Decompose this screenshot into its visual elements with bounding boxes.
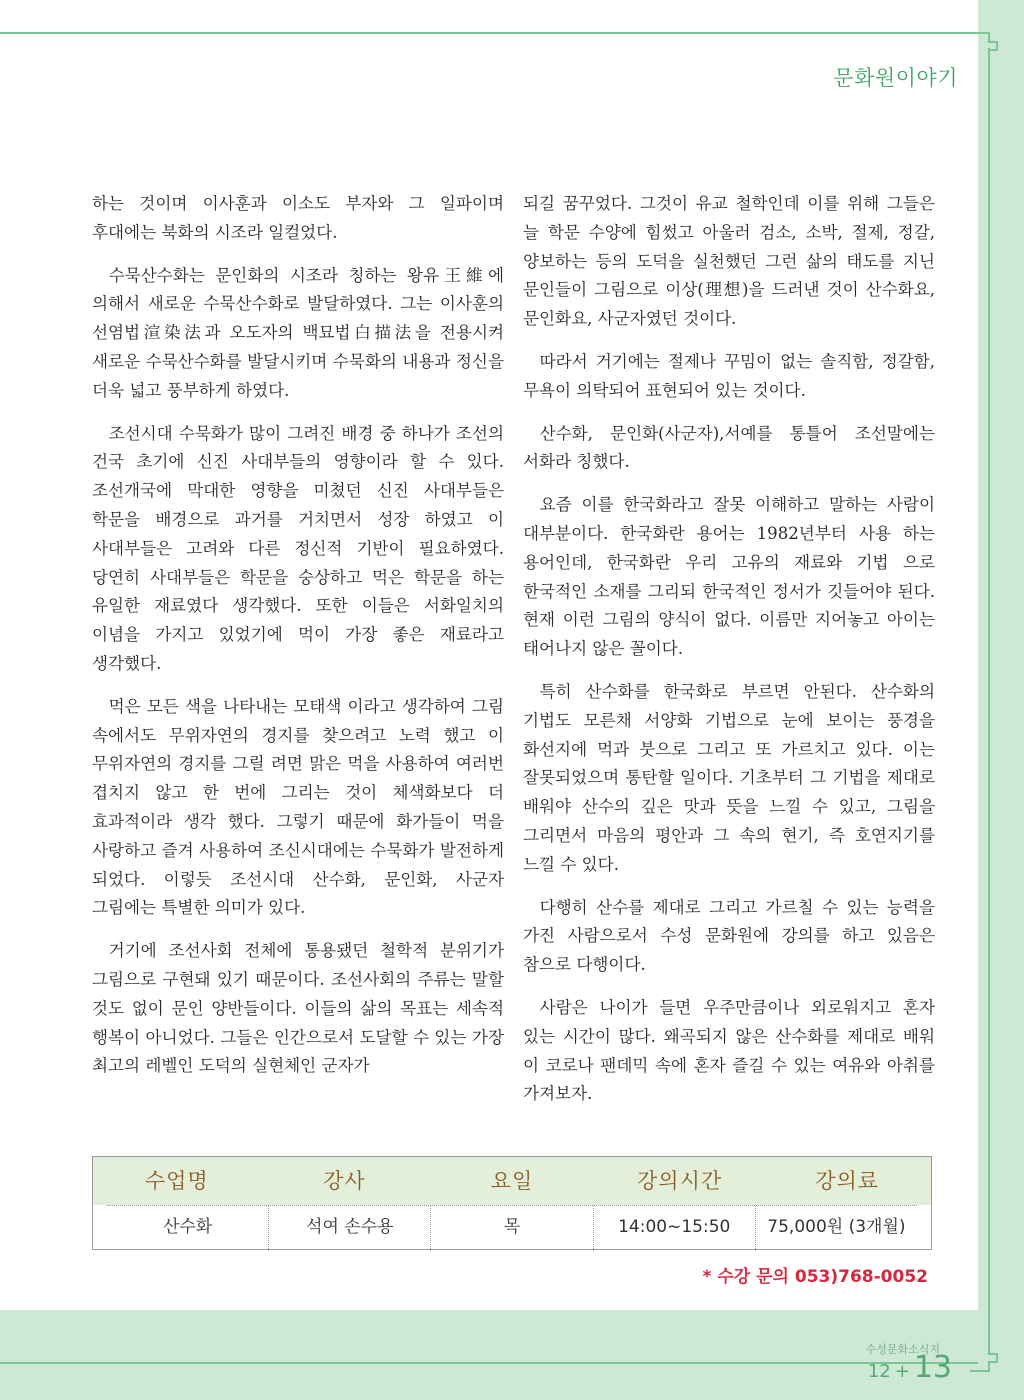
paragraph: 특히 산수화를 한국화로 부르면 안된다. 산수화의 기법도 모른채 서양화 기법으로 눈에 보이는 풍경을 화선지에 먹과 붓으로 그리고 또 가르치고 있다. 이는 잘못되었으며 통탄할 일이다. 기초부터 그 기법을 제대로 배워야 산수의 깊은 맛과 뜻을 느낄 수 있고, 그림을 그리면서 마음의 평안과 그 속의 현기, 즉 호연지기를 느낄 수 있다.	[523, 681, 935, 874]
class-info-table	[92, 1156, 932, 1250]
cell-instructor: 석여 손수용	[269, 1206, 431, 1251]
paragraph: 하는 것이며 이사훈과 이소도 부자와 그 일파이며 후대에는 북화의 시조라 일컬었다.	[92, 194, 504, 242]
header-fee: 강의료	[815, 1169, 880, 1193]
header-day: 요일	[490, 1169, 534, 1193]
paragraph: 다행히 산수를 제대로 그리고 가르칠 수 있는 능력을 가진 사람으로서 수성 문화원에 강의를 하고 있음은 참으로 다행이다.	[523, 897, 935, 975]
publication-name: 수성문화소식지	[865, 1343, 940, 1356]
cell-fee: 75,000원 (3개월)	[767, 1217, 906, 1237]
article-left-column	[92, 190, 504, 1095]
paragraph: 먹은 모든 색을 나타내는 모태색 이라고 생각하여 그림 속에서도 무위자연의 경지를 찾으려고 노력 했고 이 무위자연의 경지를 그릴 려면 맑은 먹을 사용하여 여러번 겹치지 않고 한 번에 그리는 것이 체색화보다 더 효과적이라 생각 했다. 그렇기 때문에 화가들이 먹을 사랑하고 즐겨 사용하여 조신시대에는 수묵화가 발전하게 되었다. 이렇듯 조선시대 산수화, 문인화, 사군자 그림에는 특별한 의미가 있다.	[92, 696, 504, 918]
frame-bottom-line	[0, 1362, 978, 1364]
page-number-right: 13	[913, 1350, 952, 1385]
inquiry-phone: * 수강 문의 053)768-0052	[702, 1267, 928, 1287]
paragraph: 요즘 이를 한국화라고 잘못 이해하고 말하는 사람이 대부분이다. 한국화란 용어는 1982년부터 사용 하는 용어인데, 한국화란 우리 고유의 재료와 기법 으로 한국적인 소재를 그리되 한국적인 정서가 깃들어야 된다. 현재 이런 그림의 양식이 없다. 이름만 지어놓고 아이는 태어나지 않은 꼴이다.	[523, 495, 935, 659]
page-numbers	[868, 1350, 952, 1385]
cell-time: 14:00~15:50	[594, 1206, 756, 1251]
cell-class-name: 산수화	[107, 1206, 269, 1251]
paragraph: 조선시대 수묵화가 많이 그려진 배경 중 하나가 조선의 건국 초기에 신진 사대부들의 영향이라 할 수 있다. 조선개국에 막대한 영향을 미쳤던 신진 사대부들은 학문을 배경으로 과거를 거치면서 성장 하였고 이 사대부들은 고려와 다른 정신적 기반이 필요하였다. 당연히 사대부들은 학문을 숭상하고 먹은 학문을 하는 유일한 재료였다 생각했다. 또한 이들은 서화일치의 이념을 가지고 있었기에 먹이 가장 좋은 재료라고 생각했다.	[92, 423, 504, 673]
paragraph: 따라서 거기에는 절제나 꾸밈이 없는 솔직함, 정갈함, 무욕이 의탁되어 표현되어 있는 것이다.	[523, 351, 935, 400]
paragraph: 거기에 조선사회 전체에 통용됐던 철학적 분위기가 그림으로 구현돼 있기 때문이다. 조선사회의 주류는 말할 것도 없이 문인 양반들이다. 이들의 삶의 목표는 세속적 행복이 아니었다. 그들은 인간으로서 도달할 수 있는 가장 최고의 레벨인 도덕의 실현체인 군자가	[92, 941, 504, 1076]
cell-day: 목	[431, 1206, 593, 1251]
frame-corner-ornament-bottom	[970, 1346, 1004, 1380]
page-number-left: 12	[867, 1361, 891, 1382]
paragraph: 수묵산수화는 문인화의 시조라 칭하는 왕유王維에 의해서 새로운 수묵산수화로 발달하였다. 그는 이사훈의 선염법渲染法과 오도자의 백묘법白描法을 전용시켜 새로운 수묵산수화를 발달시키며 수묵화의 내용과 정신을 더욱 넓고 풍부하게 하였다.	[92, 265, 504, 400]
header-instructor: 강사	[323, 1169, 366, 1193]
table-header-row	[93, 1157, 931, 1205]
paragraph: 산수화, 문인화(사군자),서예를 통틀어 조선말에는 서화라 칭했다.	[523, 423, 935, 472]
table-row	[107, 1205, 917, 1251]
paragraph: 사람은 나이가 들면 우주만큼이나 외로워지고 혼자 있는 시간이 많다. 왜곡되지 않은 산수화를 제대로 배워 이 코로나 팬데믹 속에 혼자 즐길 수 있는 여유와 아취를 가져보자.	[523, 997, 935, 1104]
frame-corner-ornament-top	[970, 24, 1004, 58]
section-label: 문화원이야기	[833, 66, 958, 90]
article-right-column	[523, 190, 935, 1123]
header-time: 강의시간	[637, 1169, 723, 1193]
frame-top-line	[0, 32, 978, 34]
paragraph: 되길 꿈꾸었다. 그것이 유교 철학인데 이를 위해 그들은 늘 학문 수양에 힘썼고 아울러 검소, 소박, 절제, 정갈, 양보하는 등의 도덕을 실천했던 그런 삶의 태도를 지닌 문인들이 그림으로 이상(理想)을 드러낸 것이 산수화요, 문인화요, 사군자였던 것이다.	[523, 194, 935, 329]
header-class-name: 수업명	[144, 1169, 209, 1193]
frame-right-line	[988, 48, 990, 1350]
page-separator: +	[894, 1361, 910, 1382]
